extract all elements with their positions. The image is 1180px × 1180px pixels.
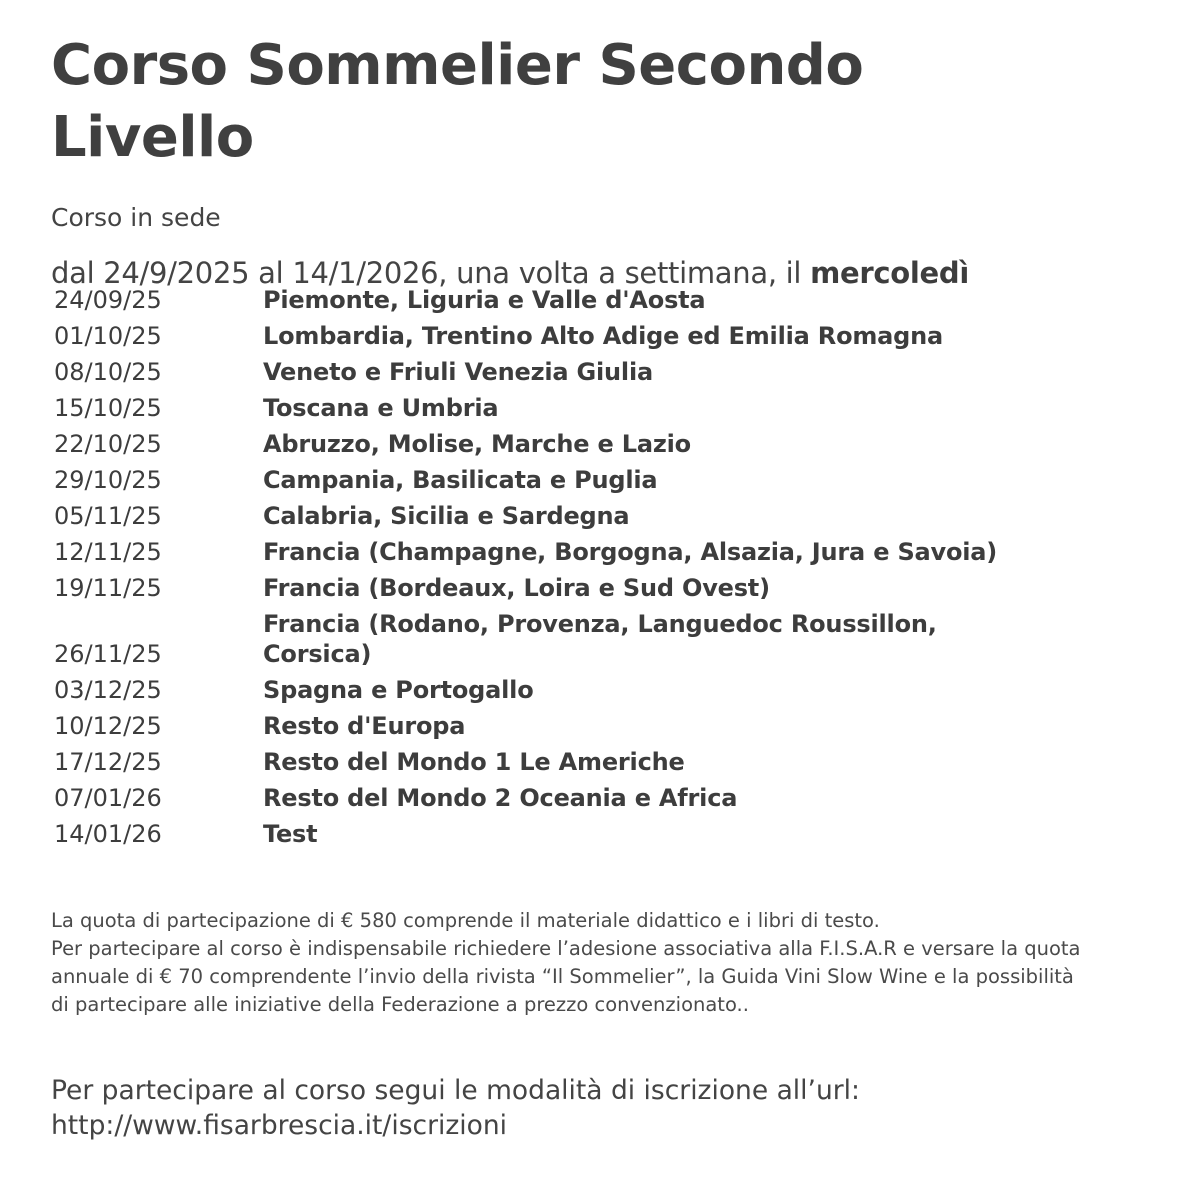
lesson-topic: Resto d'Europa [263, 712, 466, 740]
table-row [51, 534, 1043, 570]
lesson-topic: Test [263, 820, 318, 848]
table-row [51, 816, 1043, 852]
lesson-date: 08/10/25 [54, 358, 162, 386]
page-title: Corso Sommelier Secondo Livello [51, 33, 864, 170]
lessons-body [51, 282, 1043, 852]
lesson-date: 05/11/25 [54, 502, 162, 530]
lesson-date: 03/12/25 [54, 676, 162, 704]
table-row [51, 318, 1043, 354]
table-row [51, 606, 1043, 672]
table-row [51, 354, 1043, 390]
lesson-topic: Abruzzo, Molise, Marche e Lazio [263, 430, 691, 458]
lesson-topic: Campania, Basilicata e Puglia [263, 466, 658, 494]
table-row [51, 672, 1043, 708]
enrollment-link[interactable]: http://www.fisarbrescia.it/iscrizioni [51, 1110, 507, 1141]
course-location: Corso in sede [51, 203, 221, 232]
lesson-topic: Francia (Bordeaux, Loira e Sud Ovest) [263, 574, 770, 602]
table-row [51, 498, 1043, 534]
lessons-table [51, 282, 1043, 852]
fee-info [51, 907, 1091, 1019]
lesson-date: 22/10/25 [54, 430, 162, 458]
lesson-date: 15/10/25 [54, 394, 162, 422]
lesson-date: 24/09/25 [54, 286, 162, 314]
lesson-topic: Resto del Mondo 1 Le Americhe [263, 748, 685, 776]
course-page [51, 30, 1141, 852]
lesson-topic: Piemonte, Liguria e Valle d'Aosta [263, 286, 706, 314]
lesson-topic: Lombardia, Trentino Alto Adige ed Emilia Romagna [263, 322, 944, 350]
lesson-date: 14/01/26 [54, 820, 162, 848]
schedule-day: mercoledì [810, 256, 970, 290]
enrollment-info [51, 1073, 1091, 1143]
lesson-date: 12/11/25 [54, 538, 162, 566]
table-row [51, 708, 1043, 744]
table-row [51, 426, 1043, 462]
lesson-date: 19/11/25 [54, 574, 162, 602]
fee-line: La quota di partecipazione di € 580 comprende il materiale didattico e i libri di testo. [51, 909, 880, 932]
table-row [51, 744, 1043, 780]
lesson-date: 10/12/25 [54, 712, 162, 740]
lesson-topic: Veneto e Friuli Venezia Giulia [263, 358, 653, 386]
lesson-topic: Calabria, Sicilia e Sardegna [263, 502, 630, 530]
lesson-date: 29/10/25 [54, 466, 162, 494]
lesson-topic: Francia (Rodano, Provenza, Languedoc Roussillon, Corsica) [263, 610, 937, 668]
lesson-date: 17/12/25 [54, 748, 162, 776]
lesson-date: 01/10/25 [54, 322, 162, 350]
table-row [51, 390, 1043, 426]
enrollment-text: Per partecipare al corso segui le modalità di iscrizione all’url: [51, 1075, 860, 1106]
table-row [51, 462, 1043, 498]
lesson-topic: Spagna e Portogallo [263, 676, 534, 704]
lesson-topic: Toscana e Umbria [263, 394, 499, 422]
schedule-range: dal 24/9/2025 al 14/1/2026, una volta a settimana, il [51, 256, 811, 290]
lesson-topic: Resto del Mondo 2 Oceania e Africa [263, 784, 738, 812]
lesson-topic: Francia (Champagne, Borgogna, Alsazia, Jura e Savoia) [263, 538, 998, 566]
lesson-date: 07/01/26 [54, 784, 162, 812]
table-row [51, 570, 1043, 606]
membership-line: Per partecipare al corso è indispensabile richiedere l’adesione associativa alla F.I.S.A.R e versare la quota annuale di € 70 comprendente l’invio della rivista “Il Sommelier”, la Guida Vini Slow Wine e la possibilità di partecipare alle iniziative della Federazione a prezzo convenzionato.. [51, 937, 1081, 1016]
table-row [51, 780, 1043, 816]
lesson-date: 26/11/25 [54, 640, 162, 668]
